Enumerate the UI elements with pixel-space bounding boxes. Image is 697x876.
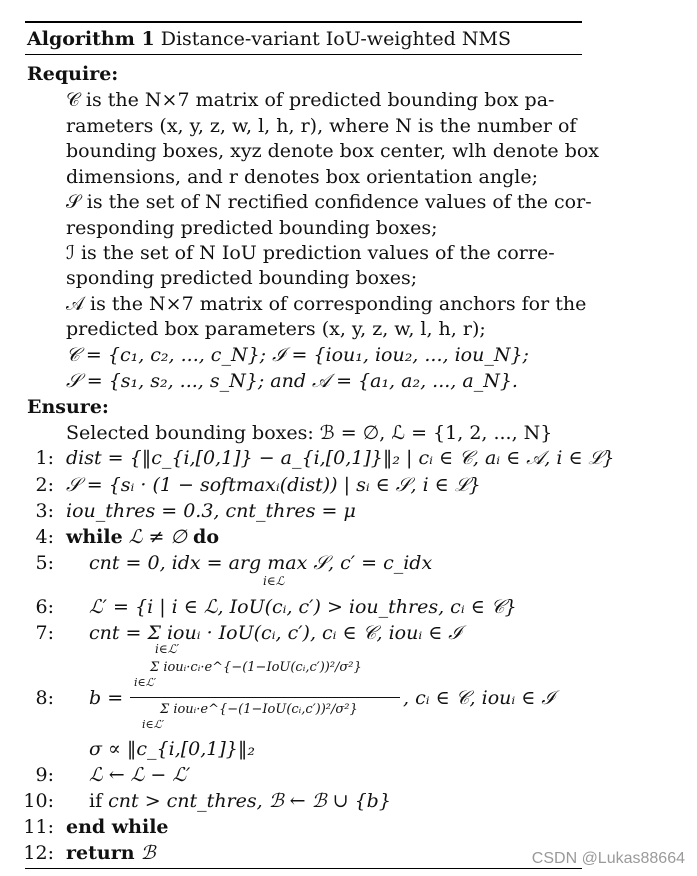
require-line: rameters (x, y, z, w, l, h, r), where N is the number of xyxy=(66,115,577,137)
step-sigma: σ ∝ ‖c_{i,[0,1]}‖₂ xyxy=(89,738,255,760)
csdn-watermark: CSDN @Lukas88664 xyxy=(531,850,685,867)
title-rule xyxy=(25,54,582,55)
step-5-argmax-subscript: i∈ℒ xyxy=(263,574,285,588)
step-8-numerator: Σ iouᵢ·cᵢ·e^{−(1−IoU(cᵢ,c′))²/σ²} xyxy=(150,660,362,675)
require-line: predicted box parameters (x, y, z, w, l, h, r); xyxy=(66,318,486,340)
step-12: 12: return ℬ xyxy=(23,842,156,864)
step-7: 7: cnt = Σ iouᵢ · IoU(cᵢ, c′), cᵢ ∈ 𝒞, iouᵢ ∈ ℐ xyxy=(35,622,462,644)
require-line: sponding predicted bounding boxes; xyxy=(66,267,418,289)
step-8-denominator: Σ iouᵢ·e^{−(1−IoU(cᵢ,c′))²/σ²} xyxy=(160,702,358,717)
step-3: 3: iou_thres = 0.3, cnt_thres = μ xyxy=(35,500,356,522)
step-7-sum-subscript: i∈ℒ′ xyxy=(155,642,180,656)
require-line: 𝒮 = {s₁, s₂, ..., s_N}; and 𝒜 = {a₁, a₂, ..., a_N}. xyxy=(66,370,518,392)
step-5: 5: cnt = 0, idx = arg max 𝒮, c′ = c_idx xyxy=(35,552,433,574)
require-line: ℐ is the set of N IoU prediction values of the corre- xyxy=(66,242,555,264)
require-line: 𝒮 is the set of N rectified confidence values of the cor- xyxy=(66,191,592,213)
ensure-line: Selected bounding boxes: ℬ = ∅, ℒ = {1, 2, ..., N} xyxy=(66,422,553,444)
require-line: 𝒞 = {c₁, c₂, ..., c_N}; ℐ = {iou₁, iou₂, ..., iou_N}; xyxy=(66,344,529,366)
step-6: 6: ℒ′ = {i | i ∈ ℒ, IoU(cᵢ, c′) > iou_thres, cᵢ ∈ 𝒞} xyxy=(35,596,517,618)
step-4: 4: while ℒ ≠ ∅ do xyxy=(35,526,219,548)
step-8: 8: b = , cᵢ ∈ 𝒞, iouᵢ ∈ ℐ xyxy=(35,687,555,709)
require-heading: Require: xyxy=(27,63,119,85)
step-9: 9: ℒ ← ℒ − ℒ′ xyxy=(35,764,191,786)
ensure-heading: Ensure: xyxy=(27,396,109,418)
bottom-rule xyxy=(25,868,582,869)
require-line: 𝒜 is the N×7 matrix of corresponding anchors for the xyxy=(66,293,587,315)
algorithm-label: Algorithm 1 xyxy=(27,28,155,50)
step-10: 10: if cnt > cnt_thres, ℬ ← ℬ ∪ {b} xyxy=(23,790,391,812)
step-8-denominator-subscript: i∈ℒ′ xyxy=(142,718,165,731)
require-line: responding predicted bounding boxes; xyxy=(66,217,438,239)
top-rule xyxy=(25,21,582,23)
require-line: dimensions, and r denotes box orientation angle; xyxy=(66,166,538,188)
algorithm-title xyxy=(0,26,697,52)
step-2: 2: 𝒮 = {sᵢ · (1 − softmaxᵢ(dist)) | sᵢ ∈ 𝒮, i ∈ ℒ} xyxy=(35,474,481,496)
step-11: 11: end while xyxy=(23,816,169,838)
step-1: 1: dist = {‖c_{i,[0,1]} − a_{i,[0,1]}‖₂ | cᵢ ∈ 𝒞, aᵢ ∈ 𝒜, i ∈ ℒ} xyxy=(35,447,615,469)
algorithm-name: Distance-variant IoU-weighted NMS xyxy=(160,28,511,50)
step-8-fraction-bar xyxy=(130,697,400,698)
require-line: 𝒞 is the N×7 matrix of predicted bounding box pa- xyxy=(66,89,555,111)
require-line: bounding boxes, xyz denote box center, wlh denote box xyxy=(66,140,600,162)
step-8-numerator-subscript: i∈ℒ′ xyxy=(134,676,157,689)
